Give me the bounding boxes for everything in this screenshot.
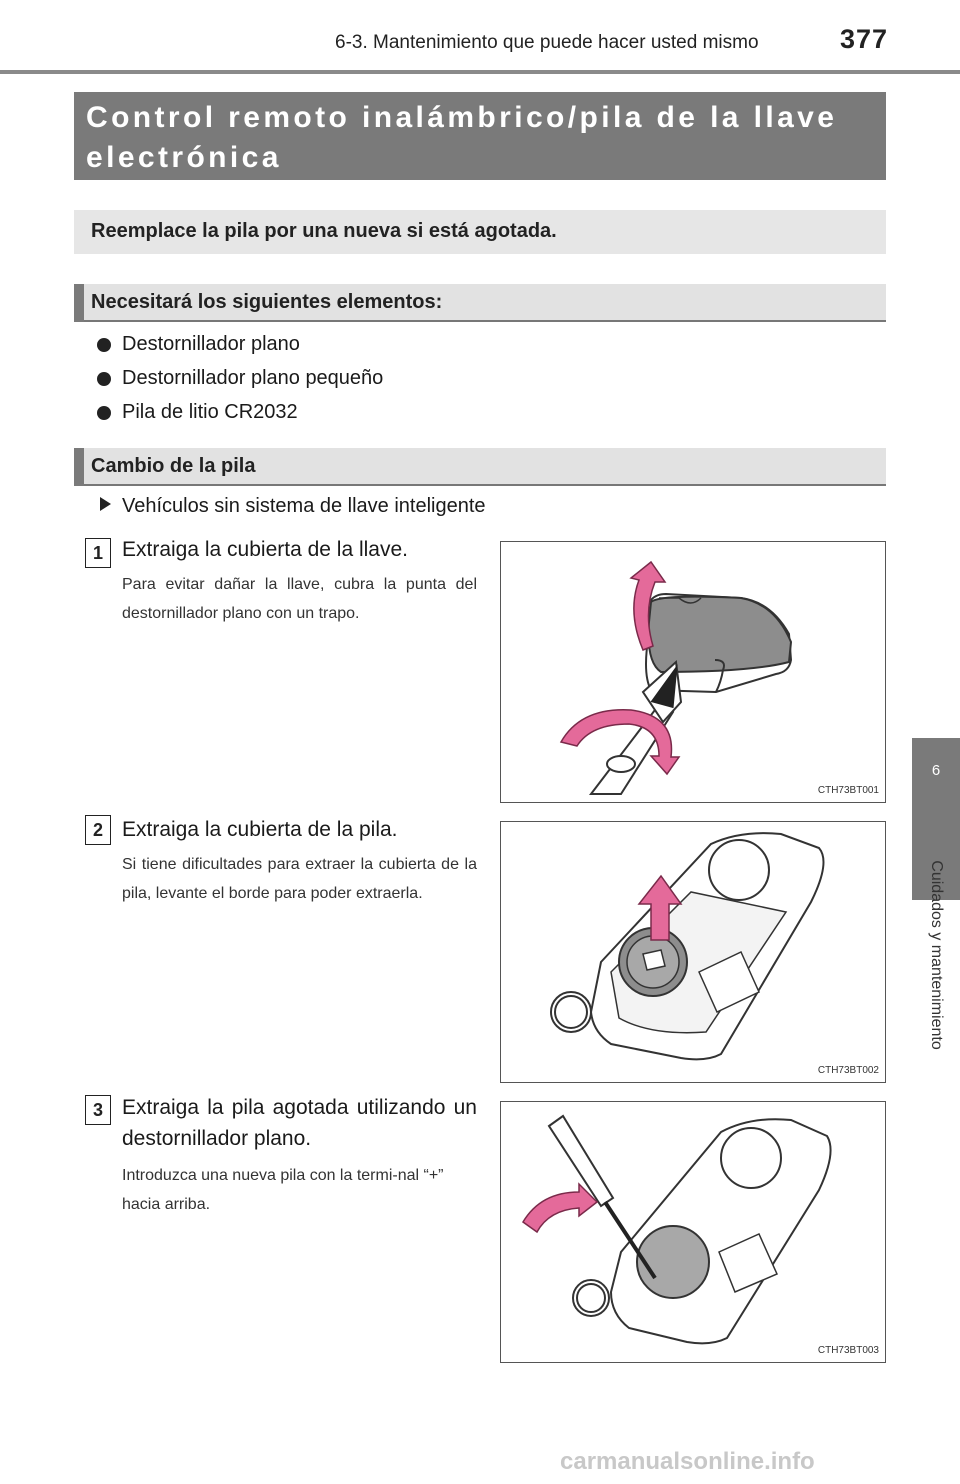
step-note: Introduzca una nueva pila con la termi-nal “+” hacia arriba. xyxy=(122,1167,444,1213)
page-title: Control remoto inalámbrico/pila de la llave electrónica xyxy=(86,101,838,174)
step-title: Extraiga la pila agotada utilizando un destornillador plano. xyxy=(122,1096,477,1150)
needed-heading-accent xyxy=(74,284,84,322)
battery-cover-illustration xyxy=(501,822,885,1082)
chapter-label-wrapper xyxy=(902,840,960,1070)
figure-remove-key-cover xyxy=(500,541,886,803)
page-number: 377 xyxy=(840,24,889,54)
step-number: 3 xyxy=(85,1095,111,1125)
change-heading-accent xyxy=(74,448,84,486)
bullet-icon xyxy=(97,372,111,386)
list-item-label: Destornillador plano xyxy=(122,333,300,355)
chapter-number: 6 xyxy=(931,762,941,779)
bullet-icon xyxy=(97,406,111,420)
step-title: Extraiga la cubierta de la pila. xyxy=(122,818,398,841)
needed-heading: Necesitará los siguientes elementos: xyxy=(91,291,443,313)
figure-code: CTH73BT003 xyxy=(817,1345,879,1356)
list-item xyxy=(97,367,383,390)
step-note: Para evitar dañar la llave, cubra la punta del destornillador plano con un trapo. xyxy=(122,576,477,622)
subheading-vehicles: Vehículos sin sistema de llave inteligente xyxy=(122,495,486,517)
figure-remove-battery xyxy=(500,1101,886,1363)
list-item-label: Destornillador plano pequeño xyxy=(122,367,384,389)
bullet-icon xyxy=(97,338,111,352)
figure-remove-battery-cover xyxy=(500,821,886,1083)
figure-code: CTH73BT002 xyxy=(817,1065,879,1076)
intro-text: Reemplace la pila por una nueva si está agotada. xyxy=(91,220,557,242)
step-number: 1 xyxy=(85,538,111,568)
figure-code: CTH73BT001 xyxy=(817,785,879,796)
step-number: 2 xyxy=(85,815,111,845)
header-rule xyxy=(0,70,960,74)
step-title: Extraiga la cubierta de la llave. xyxy=(122,538,408,561)
watermark: carmanualsonline.info xyxy=(560,1448,815,1475)
header-section-title: 6-3. Mantenimiento que puede hacer usted mismo xyxy=(335,32,759,53)
step-note: Si tiene dificultades para extraer la cubierta de la pila, levante el borde para poder extraerla. xyxy=(122,856,477,902)
list-item xyxy=(97,333,300,356)
chapter-label: Cuidados y mantenimiento xyxy=(928,860,945,1050)
change-heading: Cambio de la pila xyxy=(91,455,256,477)
triangle-bullet-icon xyxy=(100,497,111,511)
key-cover-illustration xyxy=(501,542,885,802)
list-item xyxy=(97,401,298,424)
list-item-label: Pila de litio CR2032 xyxy=(122,401,298,423)
remove-battery-illustration xyxy=(501,1102,885,1362)
